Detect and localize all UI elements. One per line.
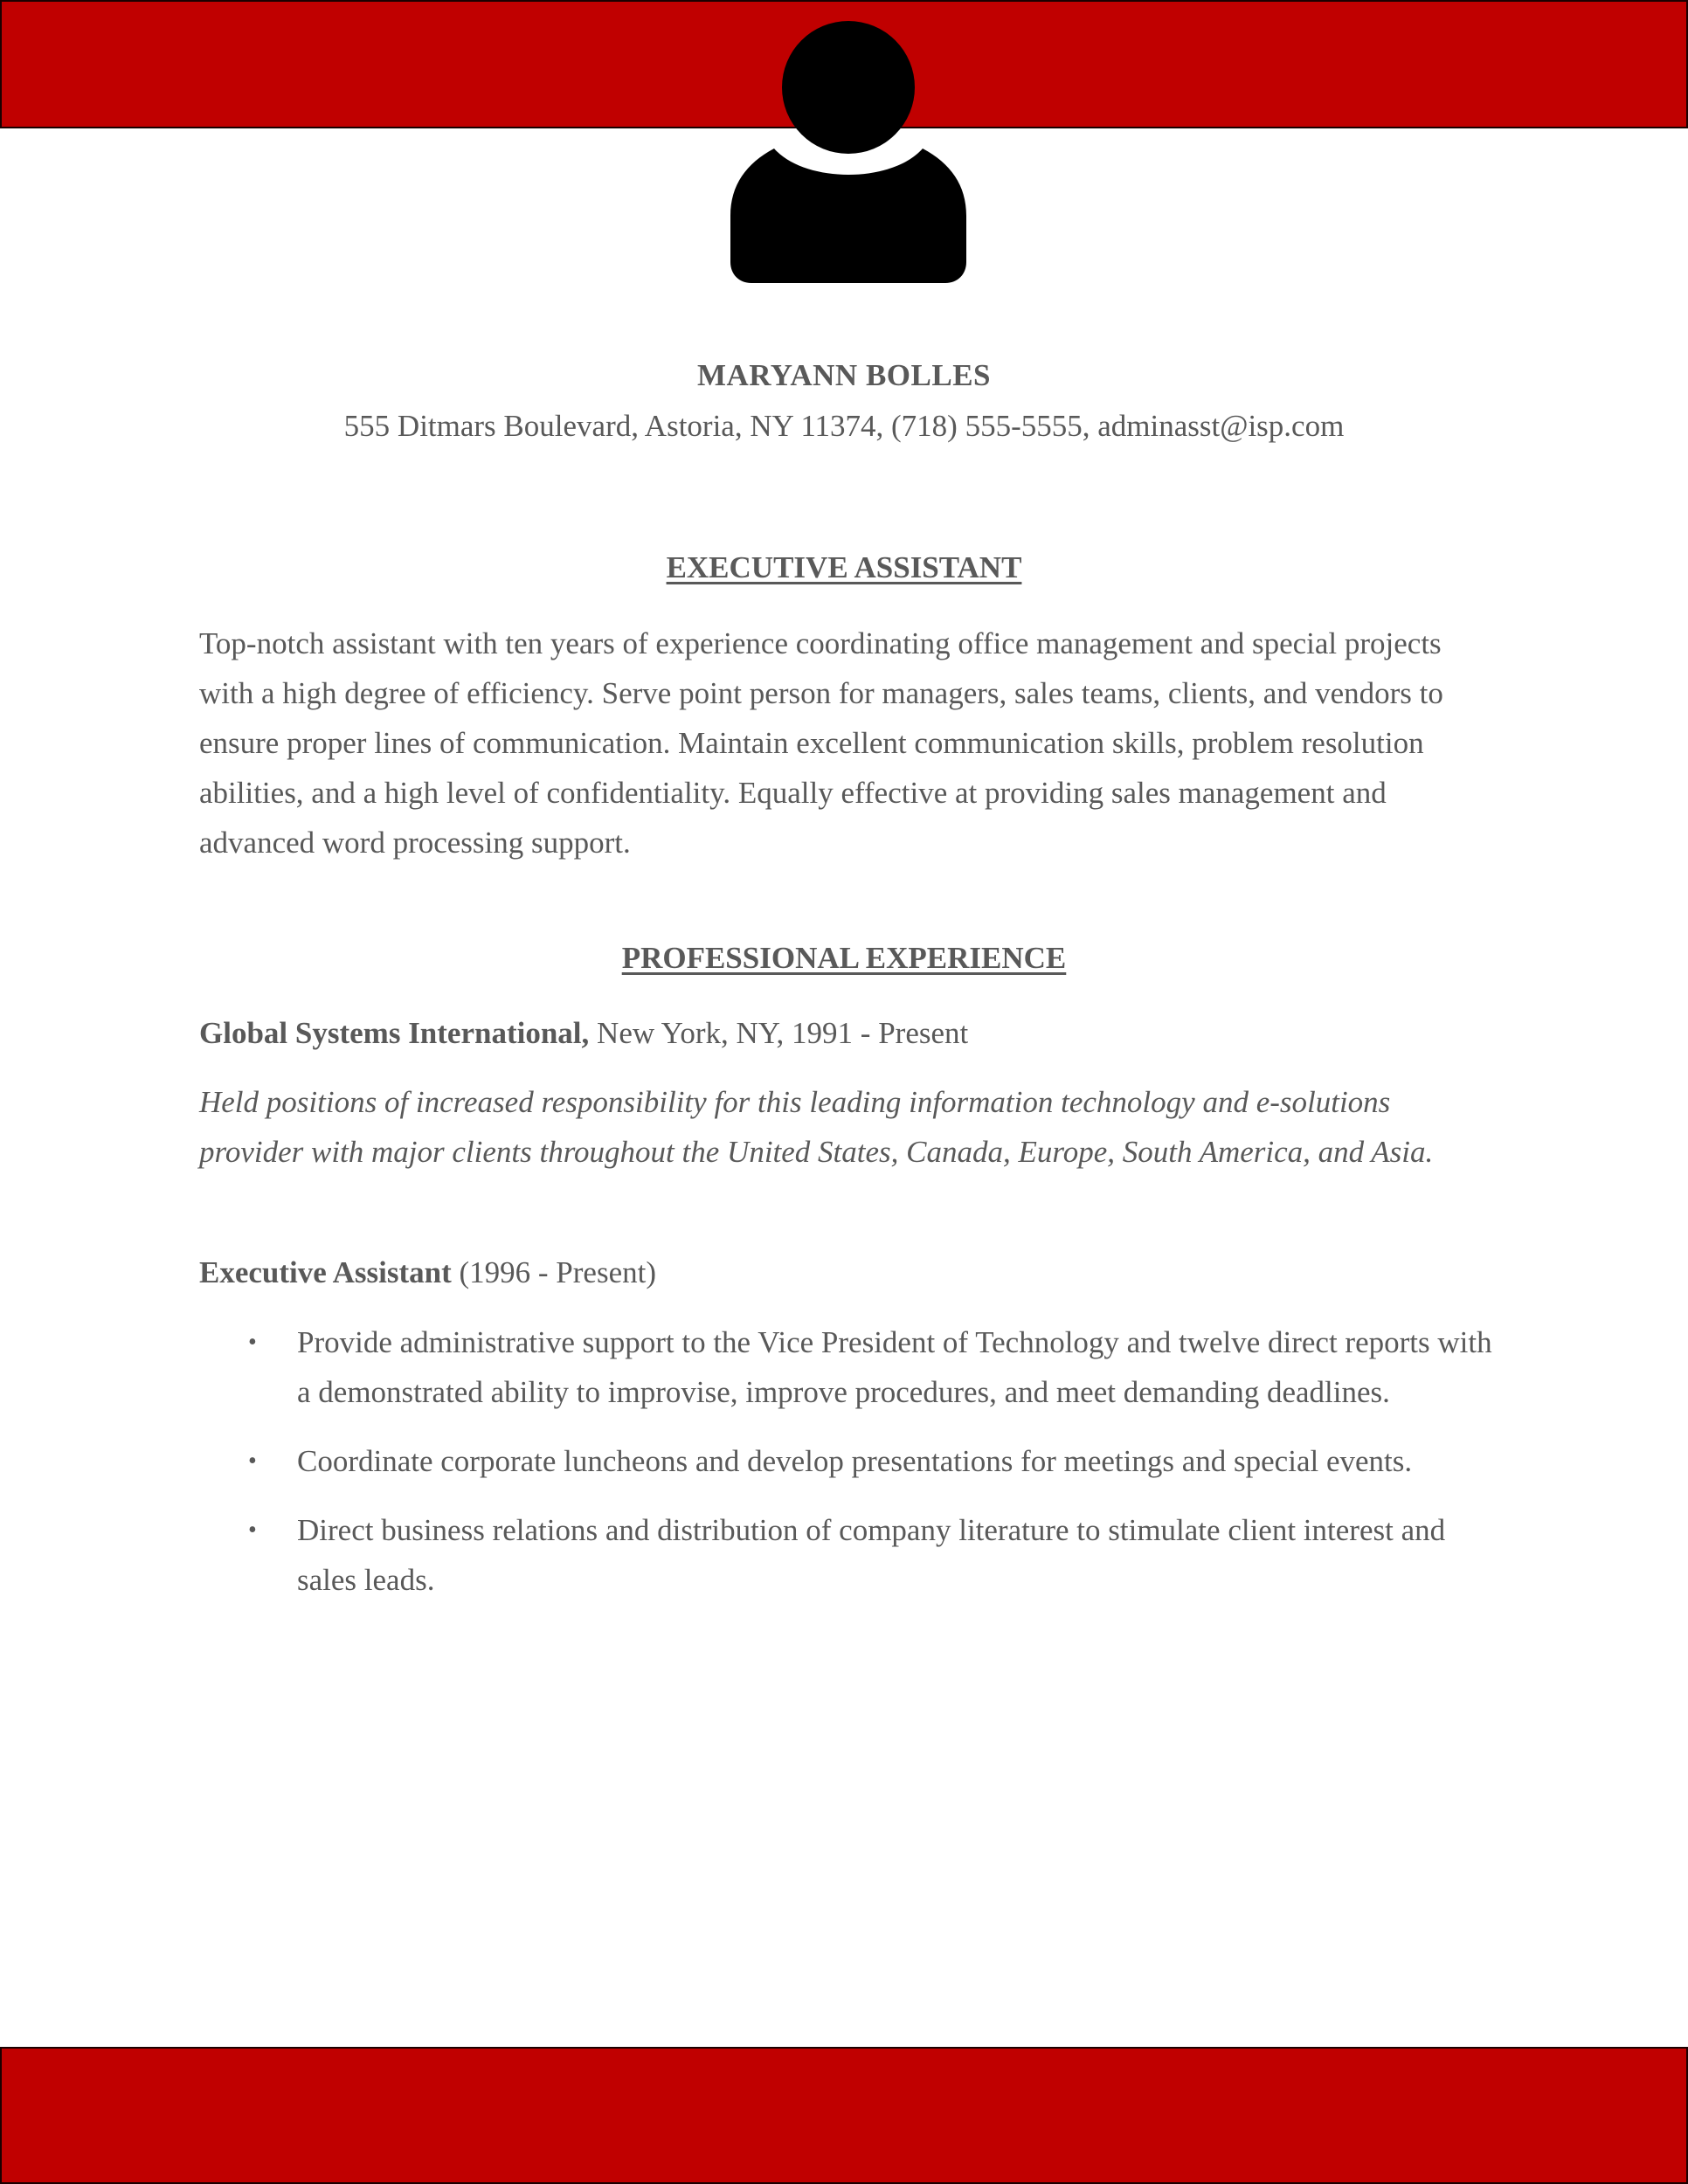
- candidate-name: MARYANN BOLLES: [696, 358, 992, 392]
- company-description: Held positions of increased responsibility for this leading information technology and e-solutions provider with major clients throughout the United States, Canada, Europe, South America, and Asia.: [199, 1085, 1434, 1169]
- list-item: [199, 1505, 1510, 1605]
- bottom-red-band: [0, 2047, 1688, 2184]
- list-item: [199, 1317, 1510, 1417]
- company-line: [199, 1008, 1492, 1058]
- company-details: New York, NY, 1991 - Present: [589, 1016, 969, 1050]
- summary-text: Top-notch assistant with ten years of experience coordinating office management and special projects with a high degree of efficiency. Serve point person for managers, sales teams, clients, and vendors to ensure proper lines of communication. Maintain excellent communication skills, problem resolution abilities, and a high level of confidentiality. Equally effective at providing sales management and advanced word processing support.: [199, 626, 1443, 860]
- company-name: Global Systems International,: [199, 1016, 590, 1050]
- bullet-icon: •: [248, 1448, 257, 1475]
- list-item: [199, 1436, 1510, 1486]
- bullet-text: Coordinate corporate luncheons and develop presentations for meetings and special events.: [297, 1444, 1413, 1478]
- role-line: [199, 1248, 1492, 1297]
- role-dates: (1996 - Present): [451, 1255, 657, 1289]
- bullet-text: Provide administrative support to the Vice President of Technology and twelve direct reports with a demonstrated ability to improvise, improve procedures, and meet demanding deadlines.: [297, 1325, 1492, 1409]
- responsibility-list: [199, 1317, 1510, 1624]
- person-silhouette-icon: [722, 19, 975, 285]
- bullet-icon: •: [248, 1517, 257, 1544]
- bullet-text: Direct business relations and distribution of company literature to stimulate client interest and sales leads.: [297, 1513, 1446, 1597]
- bullet-icon: •: [248, 1329, 257, 1356]
- contact-info: 555 Ditmars Boulevard, Astoria, NY 11374, (718) 555-5555, adminasst@isp.com: [343, 409, 1345, 443]
- summary-heading: EXECUTIVE ASSISTANT: [666, 550, 1022, 584]
- experience-heading: PROFESSIONAL EXPERIENCE: [621, 941, 1067, 975]
- role-title: Executive Assistant: [199, 1255, 452, 1289]
